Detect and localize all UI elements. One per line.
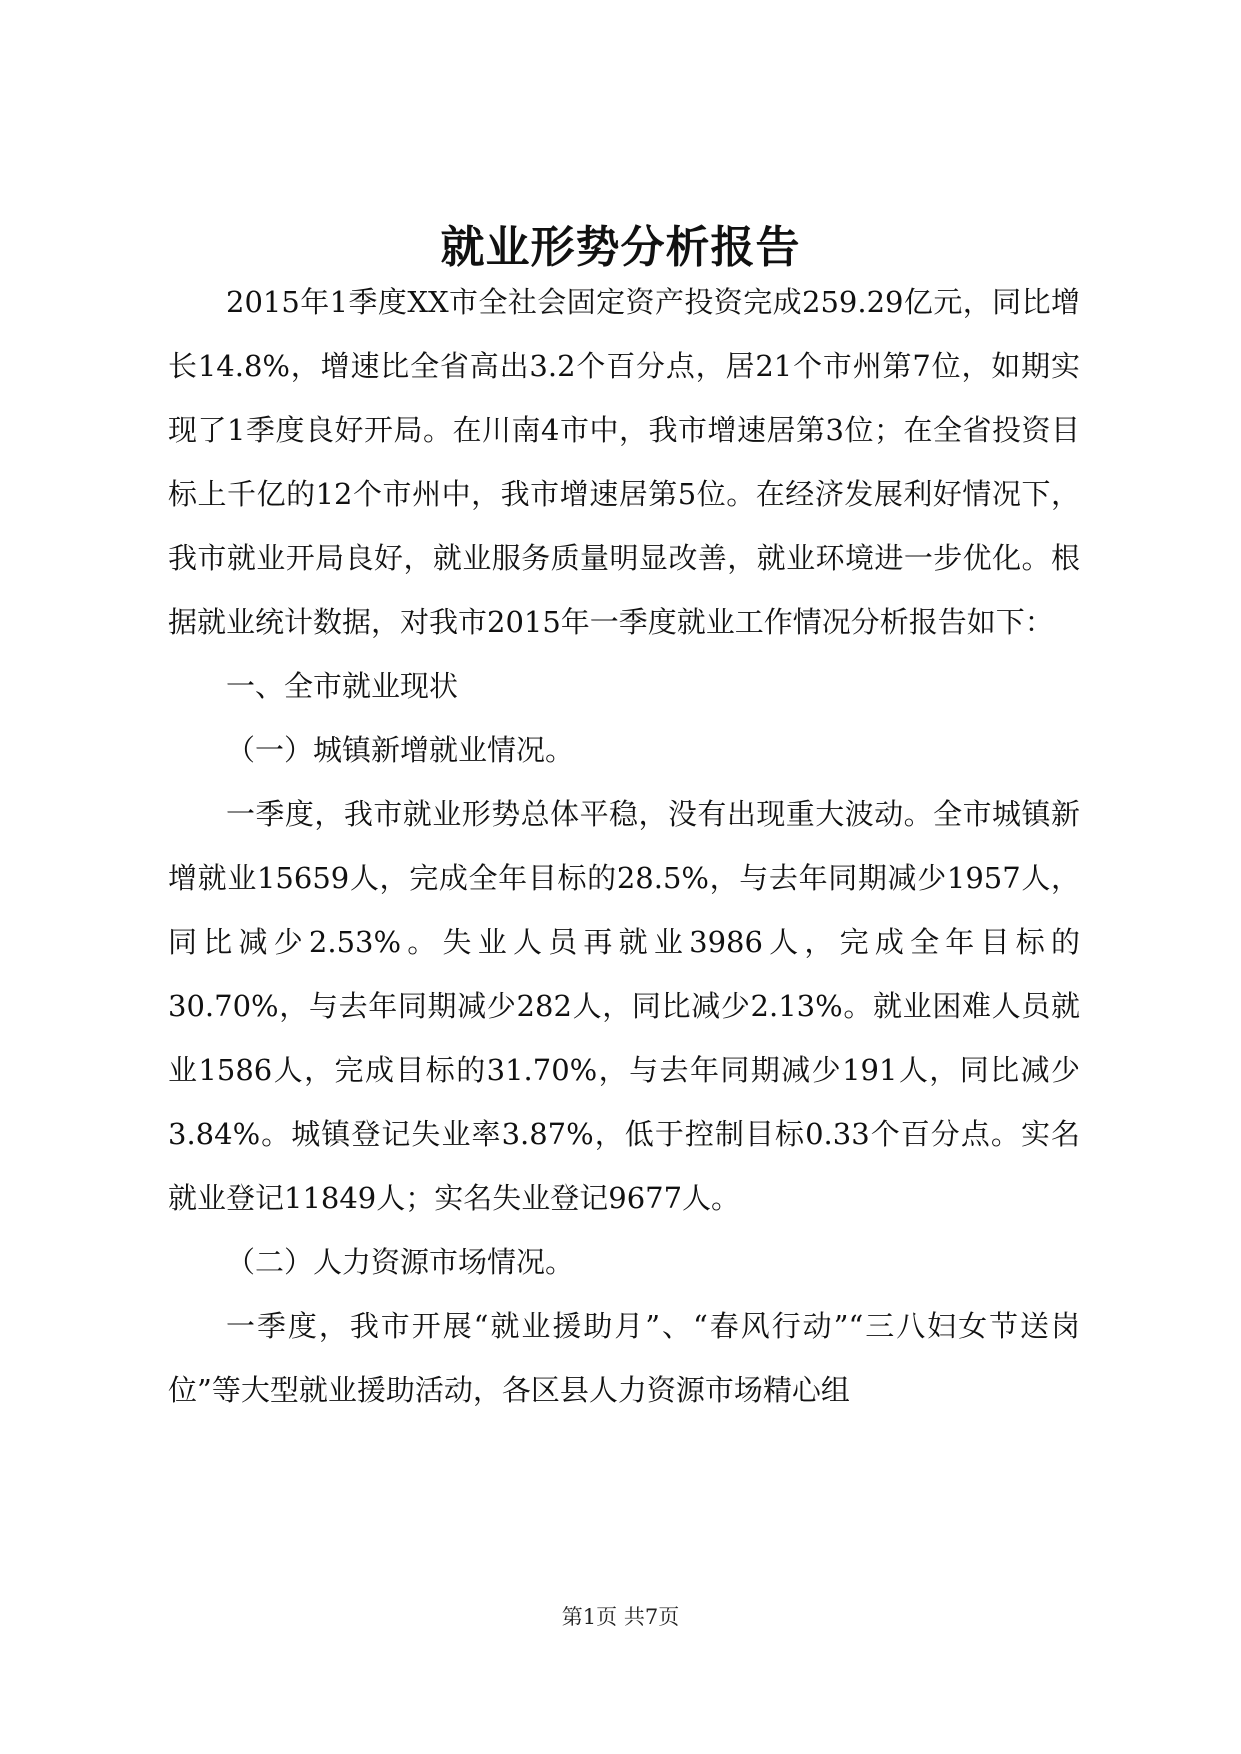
- paragraph-intro: 2015年1季度XX市全社会固定资产投资完成259.29亿元，同比增长14.8%，增速比全省高出3.2个百分点，居21个市州第7位，如期实现了1季度良好开局。在川南4市中，我市增速居第3位；在全省投资目标上千亿的12个市州中，我市增速居第5位。在经济发展利好情况下，我市就业开局良好，就业服务质量明显改善，就业环境进一步优化。根据就业统计数据，对我市2015年一季度就业工作情况分析报告如下：: [168, 285, 1080, 639]
- section-heading-employment-status: 一、全市就业现状: [226, 669, 459, 703]
- document-body: [168, 270, 1080, 1422]
- page-footer: 第1页 共7页: [561, 1605, 680, 1629]
- paragraph-urban-employment: 一季度，我市就业形势总体平稳，没有出现重大波动。全市城镇新增就业15659人，完成全年目标的28.5%，与去年同期减少1957人，同比减少2.53%。失业人员再就业3986人，完成全年目标的30.70%，与去年同期减少282人，同比减少2.13%。就业困难人员就业1586人，完成目标的31.70%，与去年同期减少191人，同比减少3.84%。城镇登记失业率3.87%，低于控制目标0.33个百分点。实名就业登记11849人；实名失业登记9677人。: [168, 797, 1080, 1215]
- subsection-heading-hr-market: （二）人力资源市场情况。: [226, 1245, 575, 1279]
- paragraph-hr-market: 一季度，我市开展“就业援助月”、“春风行动”“三八妇女节送岗位”等大型就业援助活动，各区县人力资源市场精心组: [168, 1309, 1080, 1407]
- document-title: 就业形势分析报告: [440, 222, 801, 273]
- subsection-heading-urban-employment: （一）城镇新增就业情况。: [226, 733, 575, 767]
